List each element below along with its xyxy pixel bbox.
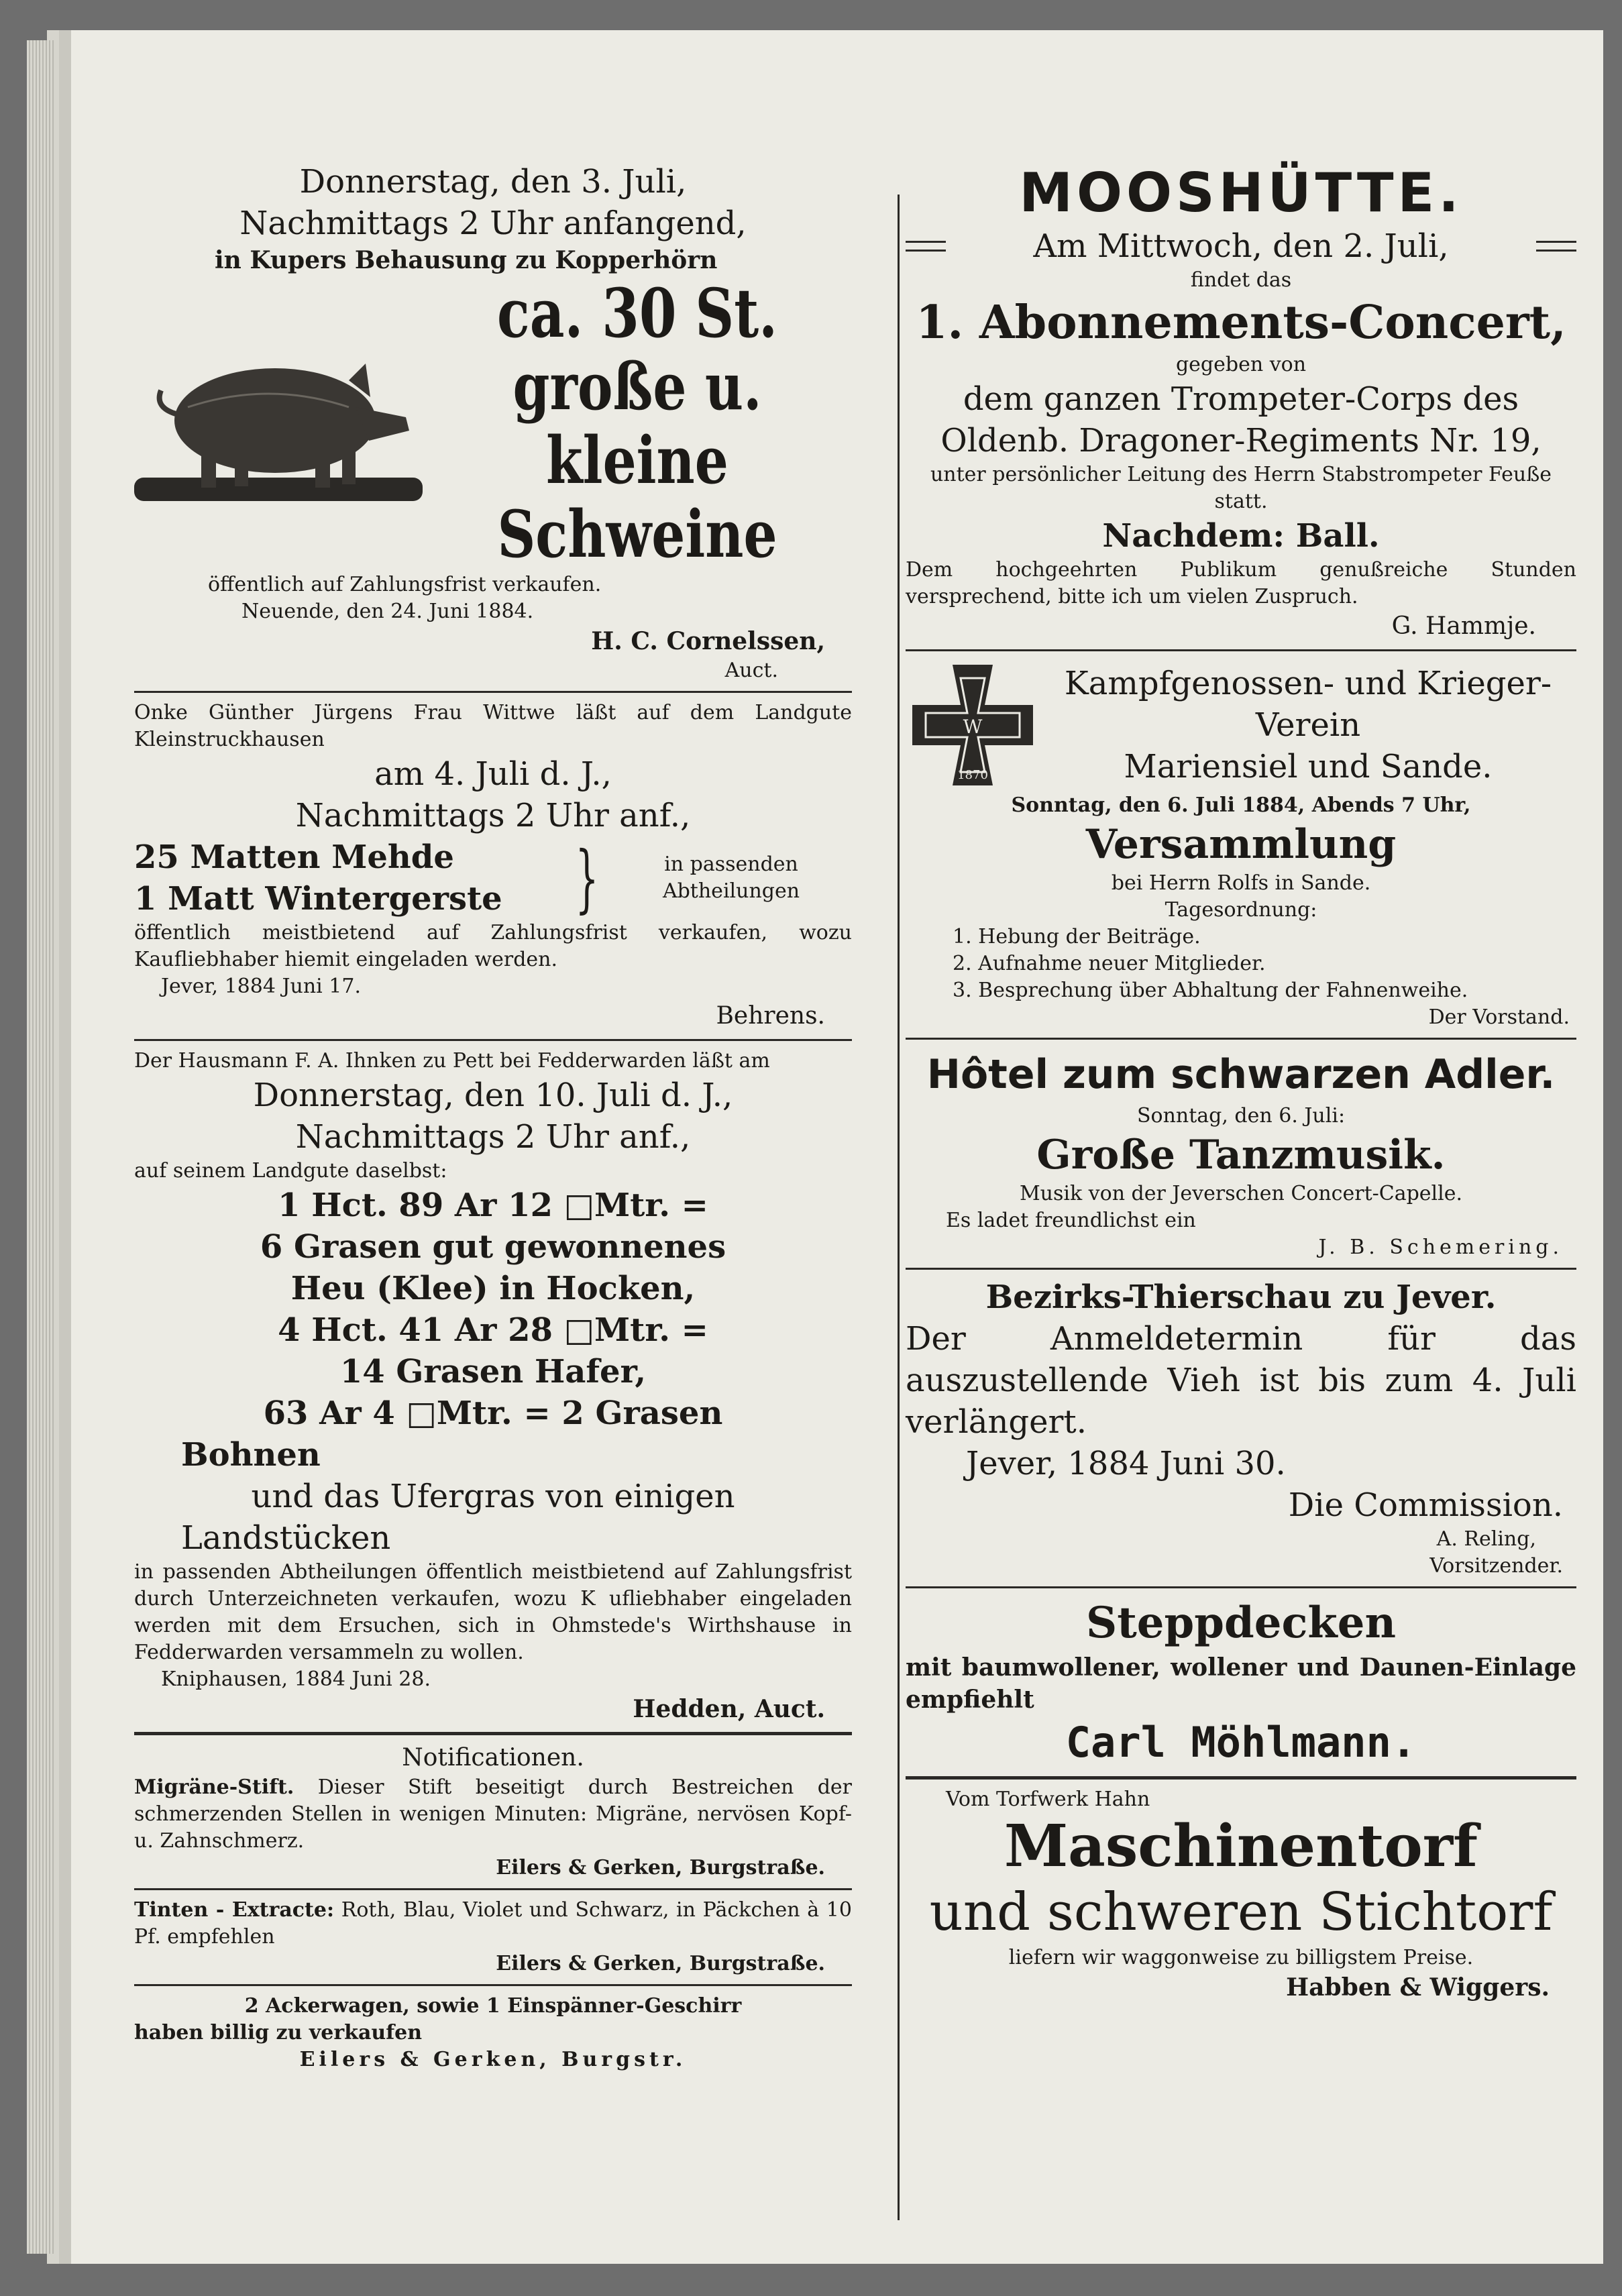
lot-line: und das Ufergras von einigen <box>251 1478 735 1515</box>
divider-rule <box>906 1776 1576 1780</box>
pig-type: Schweine <box>497 496 777 572</box>
findet: findet das <box>1190 268 1292 292</box>
ad-date: Donnerstag, den 3. Juli, <box>299 163 687 201</box>
org-line: Verein <box>1255 706 1361 744</box>
items-group <box>134 836 852 920</box>
ad-terms: öffentlich meistbietend auf Zahlungsfrist verkaufen, wozu Kaufliebhaber hiemit eingeladen werden. <box>134 921 852 971</box>
ad-quilts <box>906 1595 1576 1769</box>
ad-dateline: Neuende, den 24. Juni 1884. <box>241 600 534 623</box>
ad-pig-auction <box>134 161 852 684</box>
quilt-text: mit baumwollener, wollener und Daunen-Einlage empfiehlt <box>906 1653 1576 1714</box>
notice-signer: Eilers & Gerken, Burgstraße. <box>496 1952 825 1975</box>
ad-text: Dem hochgeehrten Publikum genußreiche Stunden versprechend, bitte ich um vielen Zuspruch. <box>906 558 1576 608</box>
ad-dateline: Kniphausen, 1884 Juni 28. <box>161 1668 431 1691</box>
divider-rule <box>906 1038 1576 1040</box>
item-barley: 1 Matt Wintergerste <box>134 880 502 918</box>
ad-signer-title: Auct. <box>724 659 778 682</box>
ad-time: Nachmittags 2 Uhr anf., <box>295 797 691 834</box>
lot-line: 6 Grasen gut gewonnenes <box>260 1228 726 1266</box>
ad-hotel <box>906 1046 1576 1261</box>
after-event: Nachdem: Ball. <box>1102 517 1380 555</box>
event-date: Sonntag, den 6. Juli: <box>1136 1104 1346 1128</box>
pig-row <box>134 276 852 571</box>
ad-land-auction-1 <box>134 700 852 1032</box>
performer-2: Oldenb. Dragoner-Regiments Nr. 19, <box>940 422 1542 459</box>
pig-size: große u. kleine <box>512 349 762 498</box>
ad-intro: Der Hausmann F. A. Ihnken zu Pett bei Fedderwarden läßt am <box>134 1049 770 1073</box>
items-note: in passenden Abtheilungen <box>662 853 800 903</box>
ad-intro: Vom Torfwerk Hahn <box>946 1788 1150 1811</box>
iron-cross-icon <box>906 658 1040 792</box>
double-dash <box>906 241 946 252</box>
notifications <box>134 1742 852 2073</box>
peat-title-1: Maschinentorf <box>1004 1812 1478 1880</box>
lot-line: Bohnen <box>181 1436 321 1474</box>
divider-rule <box>134 691 852 693</box>
agenda-item: 1. Hebung der Beiträge. <box>953 925 1201 948</box>
lot-line: 14 Grasen Hafer, <box>339 1353 647 1390</box>
lead-line: unter persönlicher Leitung des Herrn Stabstrompeter Feuße statt. <box>930 463 1552 513</box>
ad-veterans <box>906 658 1576 1031</box>
cross-year: 1870 <box>957 768 988 782</box>
lot-line: 4 Hct. 41 Ar 28 □Mtr. = <box>278 1311 708 1349</box>
event-date: Am Mittwoch, den 2. Juli, <box>1033 227 1449 265</box>
items-list <box>134 836 563 920</box>
show-text: Der Anmeldetermin für das auszustellende Vieh ist bis zum 4. Juli verlängert. <box>906 1320 1576 1441</box>
cross-row <box>906 658 1576 792</box>
page-edge <box>27 40 54 2254</box>
notice-lead: Migräne-Stift. <box>134 1775 294 1799</box>
venue-title: MOOSHÜTTE. <box>1019 162 1463 224</box>
lot-line: 1 Hct. 89 Ar 12 □Mtr. = <box>278 1187 708 1224</box>
svg-text:W: W <box>963 716 983 738</box>
event-title: Große Tanzmusik. <box>1036 1132 1446 1179</box>
event-title: Versammlung <box>1085 821 1397 868</box>
divider-rule <box>906 1586 1576 1588</box>
lot-line: Landstücken <box>181 1519 391 1557</box>
divider-rule <box>134 1984 852 1986</box>
agenda-heading: Tagesordnung: <box>1165 898 1317 922</box>
date-row <box>906 225 1576 267</box>
ad-signer: Carl Möhlmann. <box>1065 1718 1417 1767</box>
section-heading: Notificationen. <box>402 1744 584 1771</box>
ad-dateline: Jever, 1884 Juni 30. <box>966 1445 1286 1482</box>
notice-ink <box>134 1897 852 1951</box>
ad-time: Nachmittags 2 Uhr anfangend, <box>239 205 747 242</box>
agenda-item: 2. Aufnahme neuer Mitglieder. <box>953 952 1266 975</box>
given-by: gegeben von <box>1175 353 1307 376</box>
item-hay: 25 Matten Mehde <box>134 838 454 876</box>
left-column <box>134 161 852 2073</box>
ad-land-auction-2 <box>134 1048 852 1725</box>
notice-wagons-2: haben billig zu verkaufen <box>134 2021 423 2044</box>
ad-signer: Behrens. <box>716 1002 825 1030</box>
ad-concert <box>906 161 1576 643</box>
peat-text: liefern wir waggonweise zu billigstem Preise. <box>1008 1946 1474 1969</box>
ad-place: auf seinem Landgute daselbst: <box>134 1159 447 1183</box>
ad-date: am 4. Juli d. J., <box>374 755 612 793</box>
ad-date: Donnerstag, den 10. Juli d. J., <box>253 1077 733 1114</box>
divider-rule <box>906 1268 1576 1270</box>
notice-migraine <box>134 1774 852 1855</box>
divider-rule <box>134 1039 852 1041</box>
show-title: Bezirks-Thierschau zu Jever. <box>985 1278 1497 1316</box>
event-title: 1. Abonnements-Concert, <box>916 296 1566 349</box>
hotel-title: Hôtel zum schwarzen Adler. <box>926 1051 1556 1098</box>
ad-peat <box>906 1786 1576 2004</box>
ad-signer: G. Hammje. <box>1391 612 1536 640</box>
ad-signer: H. C. Cornelssen, <box>591 627 825 655</box>
divider-rule <box>134 1888 852 1890</box>
org-line: Kampfgenossen- und Krieger- <box>1064 665 1552 702</box>
notice-text: Roth, Blau, Violet und Schwarz, in Päckchen à 10 Pf. empfehlen <box>134 1898 852 1949</box>
pig-quantity: ca. 30 St. <box>496 274 777 353</box>
ad-time: Nachmittags 2 Uhr anf., <box>295 1118 691 1156</box>
divider-rule <box>134 1732 852 1735</box>
person: A. Reling, <box>1436 1527 1536 1551</box>
ad-livestock-show <box>906 1276 1576 1580</box>
ad-signer: Habben & Wiggers. <box>1286 1973 1550 2002</box>
pig-text <box>423 276 852 571</box>
notice-text: Dieser Stift beseitigt durch Bestreichen der schmerzenden Stellen in wenigen Minuten: Migräne, nervösen Kopf- u. Zahnschmerz. <box>134 1775 852 1853</box>
invite-line: Es ladet freundlichst ein <box>946 1209 1196 1232</box>
column-divider <box>898 195 900 2220</box>
agenda-list <box>906 924 1576 1004</box>
ad-signer: Die Commission. <box>1288 1486 1563 1524</box>
ad-terms: in passenden Abtheilungen öffentlich meistbietend auf Zahlungsfrist durch Unterzeichneten verkaufen, wozu K ufliebhaber eingeladen werden mit dem Ersuchen, sich in Ohmstede's Wirthshause in Fedderwarden versammeln zu wollen. <box>134 1560 852 1664</box>
notice-signer: Eilers & Gerken, Burgstr. <box>299 2048 687 2071</box>
right-column <box>906 161 1576 2004</box>
notice-wagons: 2 Ackerwagen, sowie 1 Einspänner-Geschirr <box>244 1994 742 2018</box>
ad-place: in Kupers Behausung zu Kopperhörn <box>215 246 718 274</box>
ad-dateline: Jever, 1884 Juni 17. <box>161 975 361 998</box>
person-title: Vorsitzender. <box>1429 1554 1563 1578</box>
ad-signer: Der Vorstand. <box>1428 1005 1570 1029</box>
divider-rule <box>906 649 1576 651</box>
double-dash <box>1536 241 1576 252</box>
notice-lead: Tinten - Extracte: <box>134 1898 335 1922</box>
notice-signer: Eilers & Gerken, Burgstraße. <box>496 1856 825 1879</box>
event-place: bei Herrn Rolfs in Sande. <box>1111 871 1371 895</box>
brace-glyph: } <box>575 835 599 921</box>
quilt-title: Steppdecken <box>1085 1598 1397 1648</box>
ad-signer: J. B. Schemering. <box>1318 1236 1563 1259</box>
event-date: Sonntag, den 6. Juli 1884, Abends 7 Uhr, <box>1011 794 1471 817</box>
performer-1: dem ganzen Trompeter-Corps des <box>963 380 1519 418</box>
agenda-item: 3. Besprechung über Abhaltung der Fahnenweihe. <box>953 979 1468 1002</box>
ad-intro: Onke Günther Jürgens Frau Wittwe läßt auf dem Landgute Kleinstruckhausen <box>134 701 852 751</box>
org-name <box>1040 663 1576 787</box>
pig-illustration-icon <box>134 333 423 514</box>
org-line: Mariensiel und Sande. <box>1124 748 1493 785</box>
lot-line: 63 Ar 4 □Mtr. = 2 Grasen <box>263 1395 723 1432</box>
peat-title-2: und schweren Stichtorf <box>929 1882 1553 1943</box>
ad-signer: Hedden, Auct. <box>633 1695 825 1723</box>
ad-terms: öffentlich auf Zahlungsfrist verkaufen. <box>208 573 602 596</box>
music-line: Musik von der Jeverschen Concert-Capelle. <box>1019 1182 1463 1205</box>
lot-line: Heu (Klee) in Hocken, <box>290 1270 696 1307</box>
